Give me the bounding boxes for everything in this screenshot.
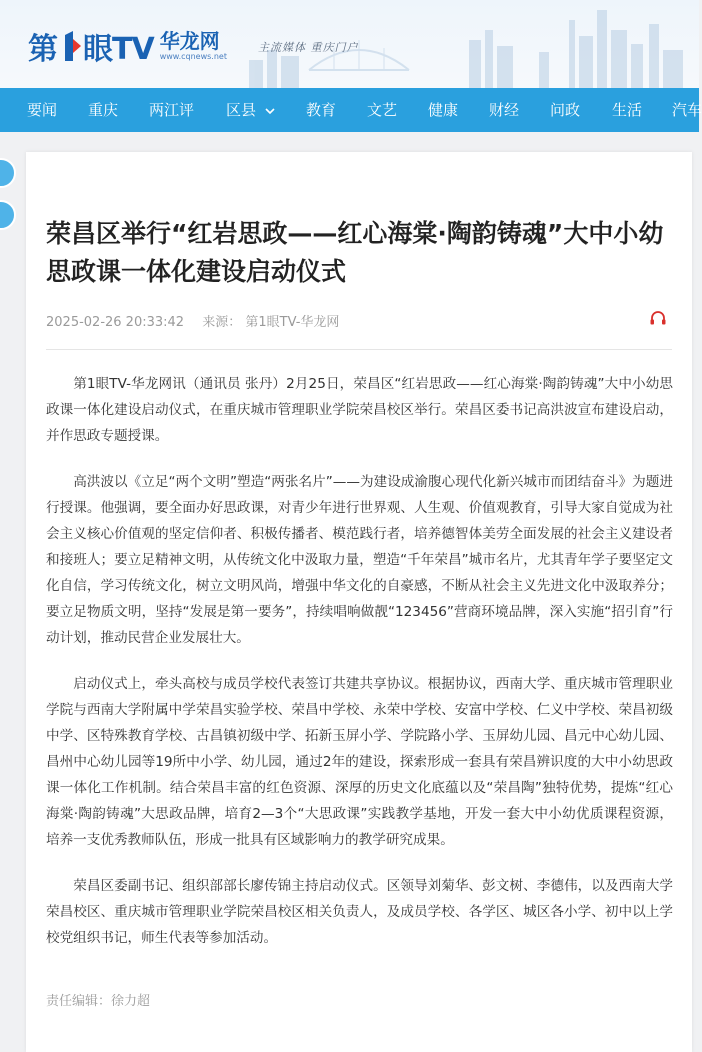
- float-share-button[interactable]: [0, 158, 16, 188]
- logo-number-one-mark: [59, 31, 81, 61]
- nav-item-shenghuo[interactable]: 生活: [612, 101, 643, 119]
- nav-item-wenyi[interactable]: 文艺: [367, 101, 398, 119]
- logo-wordmark: [28, 24, 154, 68]
- nav-item-quxian[interactable]: 区县: [226, 88, 275, 132]
- article-paragraph: 高洪波以《立足“两个文明”塑造“两张名片”——为建设成渝腹心现代化新兴城市而团结奋斗》为题进行授课。他强调，要全面办好思政课，对青少年进行世界观、人生观、价值观教育，引导大家自觉成为社会主义核心价值观的坚定信仰者、积极传播者、模范践行者，培养德智体美劳全面发展的社会主义建设者和接班人；要立足精神文明，从传统文化中汲取力量，塑造“千年荣昌”城市名片，尤其青年学子要坚定文化自信，学习传统文化，树立文明风尚，增强中华文化的自豪感，不断从社会主义先进文化中汲取养分；要立足物质文明，坚持“发展是第一要务”，持续唱响做靓“123456”营商环境品牌，深入实施“招引育”行动计划，推动民营企业发展壮大。: [46, 474, 673, 646]
- nav-item-chongqing[interactable]: 重庆: [88, 101, 119, 119]
- article-datetime: 2025-02-26 20:33:42: [46, 315, 185, 330]
- meta-divider: [46, 349, 672, 350]
- responsible-editor: 责任编辑：徐力超: [46, 994, 151, 1009]
- article-paragraph: 第1眼TV-华龙网讯（通讯员 张丹）2月25日，荣昌区“红岩思政——红心海棠·陶韵铸魂”大中小幼思政课一体化建设启动仪式，在重庆城市管理职业学院荣昌校区举行。荣昌区委书记高洪波宣布建设启动，并作思政专题授课。: [46, 376, 673, 444]
- article-paragraph: 启动仪式上，牵头高校与成员学校代表签订共建共享协议。根据协议，西南大学、重庆城市管理职业学院与西南大学附属中学荣昌实验学校、荣昌中学校、永荣中学校、安富中学校、仁义中学校、荣昌初级中学、区特殊教育学校、古昌镇初级中学、拓新玉屏小学、学院路小学、玉屏幼儿园、昌元中心幼儿园、昌州中心幼儿园等19所中小学、幼儿园，通过2年的建设，探索形成一套具有荣昌辨识度的大中小幼思政课一体化工作机制。结合荣昌丰富的红色资源、深厚的历史文化底蕴以及“荣昌陶”独特优势，提炼“红心海棠·陶韵铸魂”大思政品牌，培育2—3个“大思政课”实践教学基地，开发一套大中小幼优质课程资源，培养一支优秀教师队伍，形成一批具有区域影响力的教学研究成果。: [46, 676, 673, 848]
- nav-item-jiankang[interactable]: 健康: [428, 101, 459, 119]
- float-comment-button[interactable]: [0, 200, 16, 230]
- article-card: [26, 152, 692, 1052]
- site-logo[interactable]: [28, 24, 227, 68]
- brand-block: [160, 31, 227, 61]
- logo-prefix: 第: [28, 32, 57, 67]
- article-body: [46, 371, 673, 971]
- article-paragraph: 荣昌区委副书记、组织部部长廖传锦主持启动仪式。区领导刘菊华、彭文树、李德伟，以及西南大学荣昌校区、重庆城市管理职业学院荣昌校区相关负责人，及成员学校、各学区、城区各小学、初中以上学校党组织书记，师生代表等参加活动。: [46, 878, 673, 946]
- headphones-icon[interactable]: [649, 310, 667, 326]
- logo-suffix: 眼TV: [83, 32, 154, 67]
- nav-item-jiaoyu[interactable]: 教育: [306, 101, 337, 119]
- nav-item-wenzheng[interactable]: 问政: [550, 101, 581, 119]
- chevron-down-icon: [265, 107, 275, 115]
- article-source: 来源： 第1眼TV-华龙网: [202, 315, 340, 330]
- nav-item-qiche[interactable]: 汽车: [672, 101, 702, 119]
- main-nav: [0, 88, 702, 132]
- article-title: 荣昌区举行“红岩思政——红心海棠·陶韵铸魂”大中小幼思政课一体化建设启动仪式: [46, 218, 664, 286]
- brand-name: 华龙网: [159, 29, 220, 53]
- article-meta: [46, 311, 339, 330]
- nav-item-caijing[interactable]: 财经: [489, 101, 520, 119]
- brand-url: www.cqnews.net: [159, 52, 227, 61]
- nav-item-liangjiangping[interactable]: 两江评: [149, 101, 195, 119]
- site-slogan: 主流媒体 重庆门户: [258, 41, 359, 54]
- site-header: [0, 0, 699, 88]
- nav-item-yaowen[interactable]: 要闻: [27, 101, 58, 119]
